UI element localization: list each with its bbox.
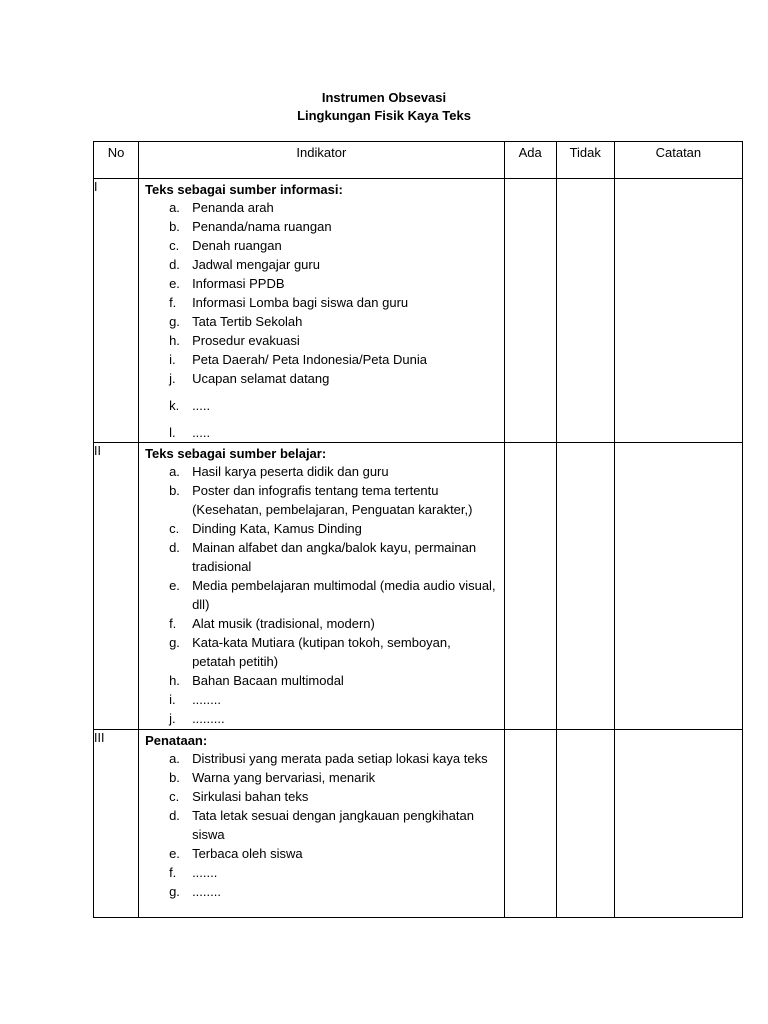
ada-cell[interactable]: [504, 179, 556, 443]
table-row: [94, 443, 743, 730]
list-item: b. Warna yang bervariasi, menarik: [169, 770, 376, 785]
table-header-row: [94, 142, 743, 179]
document-title: Instrumen Obsevasi: [321, 90, 447, 105]
list-item: e. Media pembelajaran multimodal (media audio visual, dll): [169, 578, 496, 612]
list-item: b. Penanda/nama ruangan: [169, 219, 332, 234]
list-item: j. .........: [169, 711, 225, 726]
tidak-cell[interactable]: [556, 443, 614, 730]
list-item: k. .....: [169, 398, 211, 413]
list-item: i. ........: [169, 692, 221, 707]
indicator-cell: [139, 730, 505, 918]
list-item: l. .....: [169, 425, 211, 440]
header-ada: Ada: [504, 142, 556, 179]
catatan-cell[interactable]: [614, 443, 742, 730]
indicator-list: [139, 462, 504, 728]
indicator-cell: [139, 179, 505, 443]
list-item: f. Informasi Lomba bagi siswa dan guru: [169, 295, 409, 310]
list-item: g. Tata Tertib Sekolah: [169, 314, 303, 329]
catatan-cell[interactable]: [614, 179, 742, 443]
indicator-list: [139, 198, 504, 442]
list-item: g. ........: [169, 884, 221, 899]
list-item: e. Informasi PPDB: [169, 276, 285, 291]
table-row: [94, 730, 743, 918]
list-item: i. Peta Daerah/ Peta Indonesia/Peta Dunia: [169, 352, 427, 367]
list-item: d. Mainan alfabet dan angka/balok kayu, permainan tradisional: [169, 540, 477, 574]
list-item: j. Ucapan selamat datang: [169, 371, 330, 386]
list-item: g. Kata-kata Mutiara (kutipan tokoh, semboyan, petatah petitih): [169, 635, 451, 669]
document-subtitle: Lingkungan Fisik Kaya Teks: [297, 108, 471, 123]
catatan-cell[interactable]: [614, 730, 742, 918]
tidak-cell[interactable]: [556, 730, 614, 918]
list-item: b. Poster dan infografis tentang tema tertentu (Kesehatan, pembelajaran, Penguatan karakter,): [169, 483, 473, 517]
ada-cell[interactable]: [504, 730, 556, 918]
row-number: II: [94, 443, 139, 730]
list-item: a. Hasil karya peserta didik dan guru: [169, 464, 389, 479]
table-row: [94, 179, 743, 443]
list-item: h. Prosedur evakuasi: [169, 333, 300, 348]
section-title: Teks sebagai sumber belajar:: [145, 446, 327, 461]
header-tidak: Tidak: [556, 142, 614, 179]
tidak-cell[interactable]: [556, 179, 614, 443]
row-number: III: [94, 730, 139, 918]
section-title: Teks sebagai sumber informasi:: [145, 182, 343, 197]
list-item: d. Jadwal mengajar guru: [169, 257, 320, 272]
list-item: c. Dinding Kata, Kamus Dinding: [169, 521, 362, 536]
header-catatan: Catatan: [614, 142, 742, 179]
indicator-cell: [139, 443, 505, 730]
list-item: a. Distribusi yang merata pada setiap lokasi kaya teks: [169, 751, 488, 766]
header-no: No: [94, 142, 139, 179]
list-item: f. Alat musik (tradisional, modern): [169, 616, 375, 631]
row-number: I: [94, 179, 139, 443]
list-item: c. Denah ruangan: [169, 238, 282, 253]
section-title: Penataan:: [145, 733, 208, 748]
list-item: c. Sirkulasi bahan teks: [169, 789, 309, 804]
list-item: a. Penanda arah: [169, 200, 274, 215]
ada-cell[interactable]: [504, 443, 556, 730]
indicator-list: [139, 749, 504, 901]
list-item: h. Bahan Bacaan multimodal: [169, 673, 344, 688]
list-item: e. Terbaca oleh siswa: [169, 846, 303, 861]
observation-table: [93, 141, 743, 918]
list-item: f. .......: [169, 865, 218, 880]
header-indikator: Indikator: [139, 142, 505, 179]
list-item: d. Tata letak sesuai dengan jangkauan pengkihatan siswa: [169, 808, 474, 842]
